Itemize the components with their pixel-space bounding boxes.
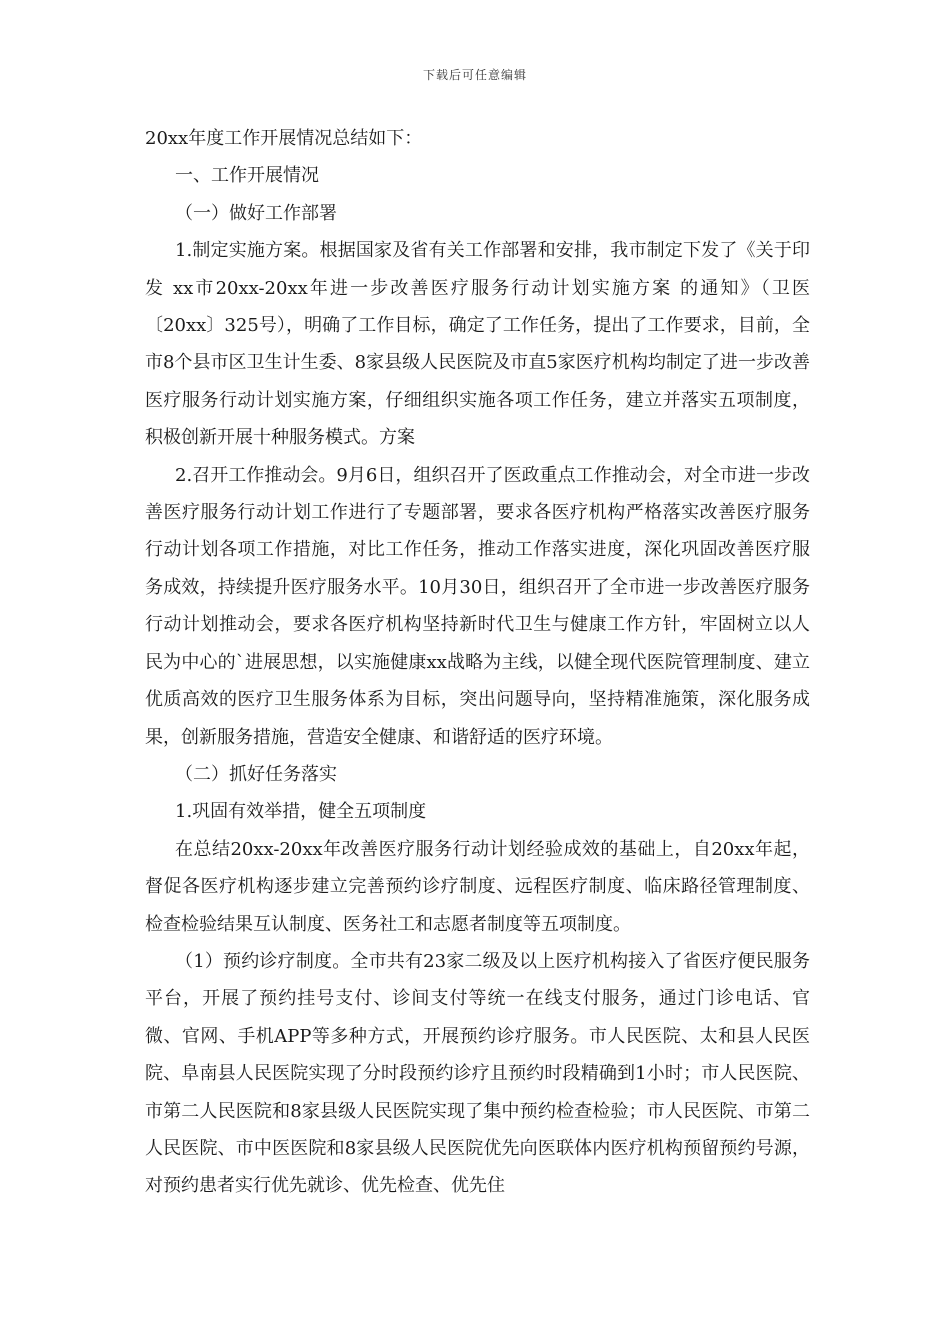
body-paragraph: 1.制定实施方案。根据国家及省有关工作部署和安排，我市制定下发了《关于印发 xx市20xx-20xx年进一步改善医疗服务行动计划实施方案 的通知》（卫医〔20xx〕325号），明确了工作目标，确定了工作任务，提出了工作要求，目前，全市8个县市区卫生计生委、8家县级人民医院及市直5家医疗机构均制定了进一步改善医疗服务行动计划实施方案，仔细组织实施各项工作任务，建立并落实五项制度，积极创新开展十种服务模式。方案 <box>145 240 810 449</box>
item-heading: 1.巩固有效举措，健全五项制度 <box>175 801 427 823</box>
body-paragraph: （1）预约诊疗制度。全市共有23家二级及以上医疗机构接入了省医疗便民服务平台，开展了预约挂号支付、诊间支付等统一在线支付服务，通过门诊电话、官微、官网、手机APP等多种方式，开展预约诊疗服务。市人民医院、太和县人民医院、阜南县人民医院实现了分时段预约诊疗且预约时段精确到1小时；市人民医院、市第二人民医院和8家县级人民医院实现了集中预约检查检验；市人民医院、市第二人民医院、市中医医院和8家县级人民医院优先向医联体内医疗机构预留预约号源，对预约患者实行优先就诊、优先检查、优先住 <box>145 950 810 1197</box>
section-heading-1: 一、工作开展情况 <box>175 165 319 187</box>
subsection-heading-1: （一）做好工作部署 <box>175 202 337 224</box>
document-body <box>145 120 810 1205</box>
body-paragraph: 2.召开工作推动会。9月6日，组织召开了医政重点工作推动会，对全市进一步改善医疗服务行动计划工作进行了专题部署，要求各医疗机构严格落实改善医疗服务行动计划各项工作措施，对比工作任务，推动工作落实进度，深化巩固改善医疗服务成效，持续提升医疗服务水平。10月30日，组织召开了全市进一步改善医疗服务行动计划推动会，要求各医疗机构坚持新时代卫生与健康工作方针，牢固树立以人民为中心的`进展思想，以实施健康xx战略为主线，以健全现代医院管理制度、建立优质高效的医疗卫生服务体系为目标，突出问题导向，坚持精准施策，深化服务成果，创新服务措施，营造安全健康、和谐舒适的医疗环境。 <box>145 464 810 748</box>
header-note: 下载后可任意编辑 <box>422 68 527 82</box>
body-paragraph: 在总结20xx-20xx年改善医疗服务行动计划经验成效的基础上，自20xx年起，督促各医疗机构逐步建立完善预约诊疗制度、远程医疗制度、临床路径管理制度、检查检验结果互认制度、医务社工和志愿者制度等五项制度。 <box>145 838 810 935</box>
intro-paragraph: 20xx年度工作开展情况总结如下： <box>145 128 423 149</box>
subsection-heading-2: （二）抓好任务落实 <box>175 763 337 785</box>
